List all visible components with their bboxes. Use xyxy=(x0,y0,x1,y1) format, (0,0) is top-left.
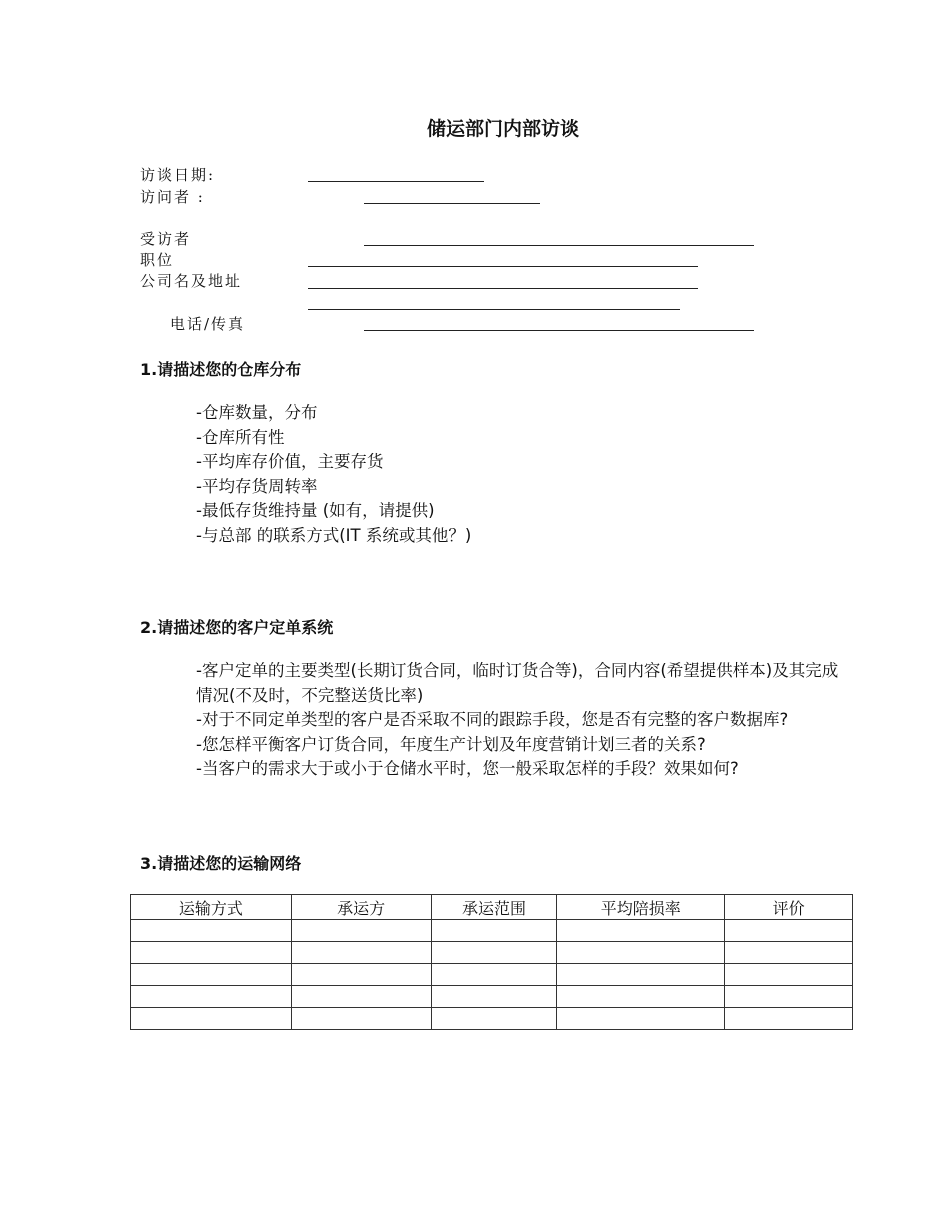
position-line xyxy=(308,266,698,267)
transport-network-table xyxy=(130,894,853,1030)
section1-heading: 1.请描述您的仓库分布 xyxy=(140,360,302,379)
table-cell[interactable] xyxy=(291,920,431,942)
company-address-line-2 xyxy=(308,309,680,310)
table-cell[interactable] xyxy=(557,942,725,964)
header-carrier: 承运方 xyxy=(291,895,431,920)
section2-list xyxy=(196,659,846,782)
table-cell[interactable] xyxy=(291,964,431,986)
table-cell[interactable] xyxy=(431,920,557,942)
table-cell[interactable] xyxy=(557,964,725,986)
table-row xyxy=(131,964,853,986)
phone-fax-line xyxy=(364,330,754,331)
list-item: -平均库存价值，主要存货 xyxy=(196,452,384,471)
section1-list xyxy=(196,401,471,548)
table-row xyxy=(131,986,853,1008)
table-cell[interactable] xyxy=(291,942,431,964)
interviewer-line xyxy=(364,203,540,204)
header-evaluation: 评价 xyxy=(725,895,853,920)
table-cell[interactable] xyxy=(131,920,292,942)
list-item: -对于不同定单类型的客户是否采取不同的跟踪手段，您是否有完整的客户数据库? xyxy=(196,710,789,729)
table-cell[interactable] xyxy=(131,986,292,1008)
section2-heading: 2.请描述您的客户定单系统 xyxy=(140,618,334,637)
table-cell[interactable] xyxy=(557,920,725,942)
position-label: 职位 xyxy=(140,251,175,269)
table-row xyxy=(131,942,853,964)
list-item: -仓库所有性 xyxy=(196,427,285,447)
header-avg-loss-rate: 平均陪损率 xyxy=(557,895,725,920)
table-cell[interactable] xyxy=(725,920,853,942)
interview-date-line xyxy=(308,181,484,182)
table-cell[interactable] xyxy=(431,1008,557,1030)
table-cell[interactable] xyxy=(131,964,292,986)
table-cell[interactable] xyxy=(131,942,292,964)
interviewee-line xyxy=(364,245,754,246)
list-item: -平均存货周转率 xyxy=(196,476,318,496)
list-item: -客户定单的主要类型(长期订货合同，临时订货合等)，合同内容(希望提供样本)及其完成情况(不及时，不完整送货比率) xyxy=(196,661,839,705)
table-cell[interactable] xyxy=(725,964,853,986)
table-cell[interactable] xyxy=(431,942,557,964)
table-cell[interactable] xyxy=(725,1008,853,1030)
section3-heading: 3.请描述您的运输网络 xyxy=(140,854,302,873)
table-cell[interactable] xyxy=(131,1008,292,1030)
list-item: -您怎样平衡客户订货合同，年度生产计划及年度营销计划三者的关系? xyxy=(196,734,706,754)
interviewer-label: 访问者 : xyxy=(140,188,205,206)
header-carrier-scope: 承运范围 xyxy=(431,895,557,920)
table-cell[interactable] xyxy=(557,1008,725,1030)
table-cell[interactable] xyxy=(725,942,853,964)
company-address-line xyxy=(308,288,698,289)
table-cell[interactable] xyxy=(431,964,557,986)
table-cell[interactable] xyxy=(291,1008,431,1030)
table-row xyxy=(131,920,853,942)
list-item: -最低存货维持量 (如有，请提供) xyxy=(196,501,435,520)
table-header-row xyxy=(131,895,853,920)
company-address-label: 公司名及地址 xyxy=(140,272,243,290)
table-cell[interactable] xyxy=(291,986,431,1008)
page-title: 储运部门内部访谈 xyxy=(426,118,579,140)
table-cell[interactable] xyxy=(725,986,853,1008)
list-item: -仓库数量，分布 xyxy=(196,403,318,422)
interviewee-label: 受访者 xyxy=(140,230,192,248)
header-transport-mode: 运输方式 xyxy=(131,895,292,920)
phone-fax-label: 电话/传真 xyxy=(170,315,246,333)
table-cell[interactable] xyxy=(557,986,725,1008)
table-cell[interactable] xyxy=(431,986,557,1008)
list-item: -与总部 的联系方式(IT 系统或其他？) xyxy=(196,525,472,545)
table-row xyxy=(131,1008,853,1030)
interview-date-label: 访谈日期: xyxy=(140,166,216,184)
list-item: -当客户的需求大于或小于仓储水平时，您一般采取怎样的手段？效果如何? xyxy=(196,759,739,778)
